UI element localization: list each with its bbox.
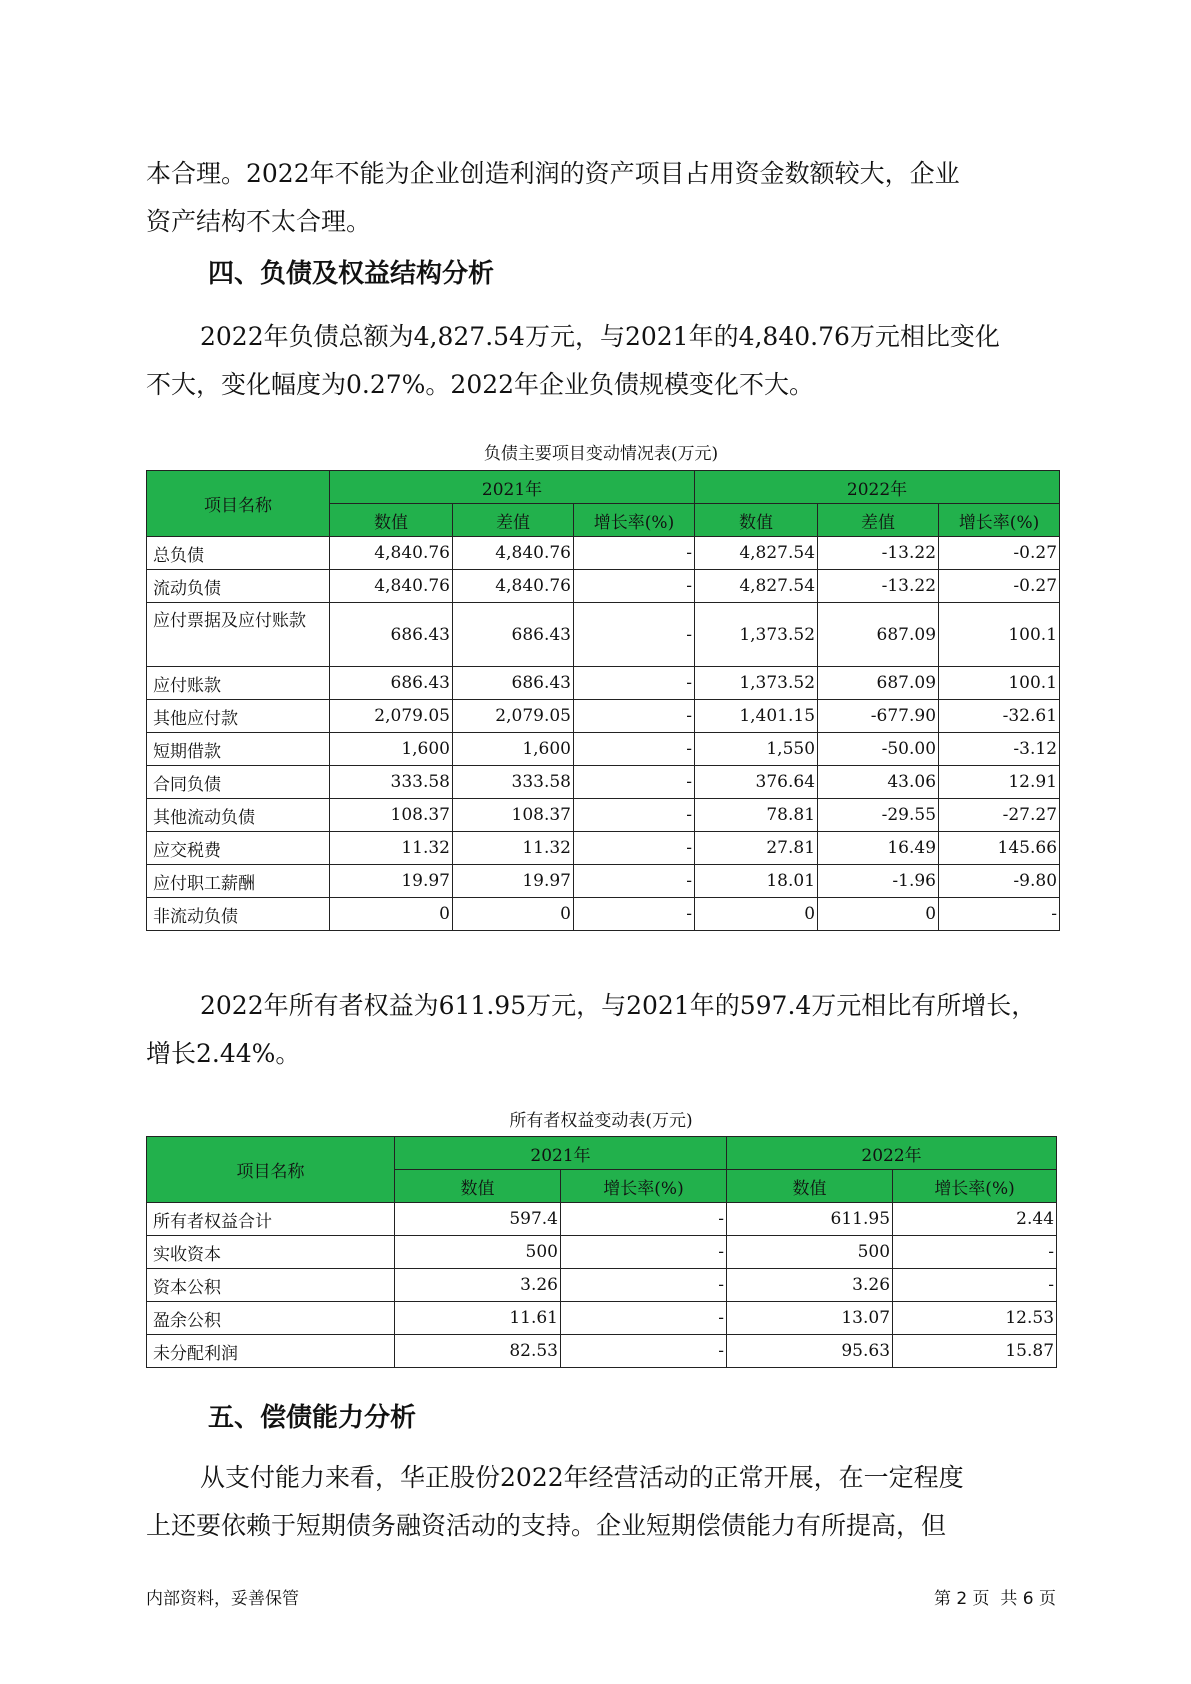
cell: -677.90 [818, 700, 939, 733]
row-label: 非流动负债 [147, 898, 330, 931]
table-row [147, 1203, 1057, 1236]
growth-header-2021: 增长率(%) [561, 1170, 727, 1203]
row-label: 其他应付款 [147, 700, 330, 733]
row-label: 应付职工薪酬 [147, 865, 330, 898]
intro-line-2: 资产结构不太合理。 [146, 207, 372, 236]
table-row [147, 766, 1060, 799]
cell: 1,550 [695, 733, 818, 766]
table-row [147, 1335, 1057, 1368]
table-row [147, 570, 1060, 603]
cell: 78.81 [695, 799, 818, 832]
table-row [147, 1236, 1057, 1269]
cell: 686.43 [453, 603, 574, 667]
cell: - [574, 570, 695, 603]
year-2022-header: 2022年 [727, 1137, 1057, 1170]
solvency-line-2: 上还要依赖于短期债务融资活动的支持。企业短期偿债能力有所提高，但 [146, 1511, 947, 1540]
cell: 0 [695, 898, 818, 931]
cell: 12.53 [893, 1302, 1057, 1335]
cell: 4,827.54 [695, 537, 818, 570]
cell: 12.91 [939, 766, 1060, 799]
equity-table [146, 1136, 1057, 1368]
row-label: 盈余公积 [147, 1302, 395, 1335]
cell: 4,827.54 [695, 570, 818, 603]
table-row [147, 700, 1060, 733]
cell: 2,079.05 [453, 700, 574, 733]
row-label: 未分配利润 [147, 1335, 395, 1368]
cell: 3.26 [727, 1269, 893, 1302]
cell: 1,401.15 [695, 700, 818, 733]
table-row [147, 799, 1060, 832]
cell: 19.97 [330, 865, 453, 898]
cell: -29.55 [818, 799, 939, 832]
diff-header-2021: 差值 [453, 504, 574, 537]
cell: -3.12 [939, 733, 1060, 766]
table-row [147, 898, 1060, 931]
cell: -13.22 [818, 537, 939, 570]
footer-confidential-note: 内部资料，妥善保管 [146, 1589, 299, 1609]
cell: 1,373.52 [695, 667, 818, 700]
cell: - [574, 733, 695, 766]
cell: 108.37 [330, 799, 453, 832]
cell: 16.49 [818, 832, 939, 865]
cell: 2,079.05 [330, 700, 453, 733]
growth-header-2021: 增长率(%) [574, 504, 695, 537]
cell: - [561, 1203, 727, 1236]
cell: 0 [330, 898, 453, 931]
cell: 43.06 [818, 766, 939, 799]
table-row [147, 667, 1060, 700]
cell: 686.43 [330, 667, 453, 700]
cell: -0.27 [939, 570, 1060, 603]
table-row [147, 733, 1060, 766]
growth-header-2022: 增长率(%) [939, 504, 1060, 537]
year-2022-header: 2022年 [695, 471, 1060, 504]
cell: 13.07 [727, 1302, 893, 1335]
row-label: 应交税费 [147, 832, 330, 865]
cell: 0 [818, 898, 939, 931]
cell: 11.32 [330, 832, 453, 865]
cell: 4,840.76 [330, 537, 453, 570]
table-row [147, 537, 1060, 570]
cell: 3.26 [395, 1269, 561, 1302]
value-header-2021: 数值 [330, 504, 453, 537]
table2-caption: 所有者权益变动表(万元) [509, 1111, 693, 1131]
cell: 376.64 [695, 766, 818, 799]
cell: 11.32 [453, 832, 574, 865]
equity-paragraph [146, 982, 1046, 1078]
cell: 95.63 [727, 1335, 893, 1368]
cell: - [574, 700, 695, 733]
footer-page-number: 第 2 页 共 6 页 [933, 1589, 1056, 1609]
value-header-2022: 数值 [727, 1170, 893, 1203]
row-label: 所有者权益合计 [147, 1203, 395, 1236]
cell: -50.00 [818, 733, 939, 766]
cell: 333.58 [453, 766, 574, 799]
cell: -27.27 [939, 799, 1060, 832]
cell: 100.1 [939, 667, 1060, 700]
item-name-header: 项目名称 [147, 1137, 395, 1203]
table-row [147, 865, 1060, 898]
cell: - [939, 898, 1060, 931]
cell: -1.96 [818, 865, 939, 898]
cell: 100.1 [939, 603, 1060, 667]
row-label: 应付账款 [147, 667, 330, 700]
section-heading-5: 五、偿债能力分析 [208, 1403, 417, 1433]
cell: 108.37 [453, 799, 574, 832]
cell: 4,840.76 [330, 570, 453, 603]
cell: 0 [453, 898, 574, 931]
table-row [147, 832, 1060, 865]
cell: 4,840.76 [453, 570, 574, 603]
cell: 1,600 [330, 733, 453, 766]
value-header-2022: 数值 [695, 504, 818, 537]
cell: 597.4 [395, 1203, 561, 1236]
cell: 686.43 [453, 667, 574, 700]
cell: 2.44 [893, 1203, 1057, 1236]
item-name-header: 项目名称 [147, 471, 330, 537]
liability-line-2: 不大，变化幅度为0.27%。2022年企业负债规模变化不大。 [146, 370, 815, 399]
year-2021-header: 2021年 [395, 1137, 727, 1170]
row-label: 其他流动负债 [147, 799, 330, 832]
cell: 611.95 [727, 1203, 893, 1236]
growth-header-2022: 增长率(%) [893, 1170, 1057, 1203]
row-label: 总负债 [147, 537, 330, 570]
cell: - [893, 1236, 1057, 1269]
equity-line-2: 增长2.44%。 [146, 1039, 301, 1068]
table-row [147, 1302, 1057, 1335]
cell: - [561, 1335, 727, 1368]
table1-caption: 负债主要项目变动情况表(万元) [483, 444, 719, 464]
cell: - [561, 1269, 727, 1302]
cell: - [561, 1236, 727, 1269]
row-label: 实收资本 [147, 1236, 395, 1269]
cell: 500 [395, 1236, 561, 1269]
cell: -0.27 [939, 537, 1060, 570]
cell: 686.43 [330, 603, 453, 667]
cell: 18.01 [695, 865, 818, 898]
cell: 500 [727, 1236, 893, 1269]
cell: - [574, 537, 695, 570]
cell: - [574, 832, 695, 865]
cell: 82.53 [395, 1335, 561, 1368]
value-header-2021: 数值 [395, 1170, 561, 1203]
diff-header-2022: 差值 [818, 504, 939, 537]
cell: 27.81 [695, 832, 818, 865]
table-row [147, 1269, 1057, 1302]
solvency-line-1: 从支付能力来看，华正股份2022年经营活动的正常开展，在一定程度 [200, 1463, 964, 1492]
cell: -32.61 [939, 700, 1060, 733]
cell: - [574, 799, 695, 832]
liability-line-1: 2022年负债总额为4,827.54万元，与2021年的4,840.76万元相比变化 [200, 322, 1000, 351]
row-label: 短期借款 [147, 733, 330, 766]
cell: -13.22 [818, 570, 939, 603]
table-row [147, 603, 1060, 667]
year-2021-header: 2021年 [330, 471, 695, 504]
liability-paragraph [146, 313, 1046, 409]
cell: - [574, 766, 695, 799]
cell: 4,840.76 [453, 537, 574, 570]
equity-line-1: 2022年所有者权益为611.95万元，与2021年的597.4万元相比有所增长， [200, 991, 1037, 1020]
row-label: 流动负债 [147, 570, 330, 603]
cell: - [561, 1302, 727, 1335]
cell: - [574, 667, 695, 700]
cell: 19.97 [453, 865, 574, 898]
cell: -9.80 [939, 865, 1060, 898]
row-label: 合同负债 [147, 766, 330, 799]
cell: 145.66 [939, 832, 1060, 865]
cell: 15.87 [893, 1335, 1057, 1368]
intro-line-1: 本合理。2022年不能为企业创造利润的资产项目占用资金数额较大，企业 [146, 159, 960, 188]
cell: 687.09 [818, 667, 939, 700]
solvency-paragraph [146, 1454, 1046, 1550]
row-label: 应付票据及应付账款 [147, 603, 330, 667]
row-label: 资本公积 [147, 1269, 395, 1302]
intro-paragraph [146, 150, 1046, 246]
cell: 1,373.52 [695, 603, 818, 667]
cell: - [893, 1269, 1057, 1302]
cell: 11.61 [395, 1302, 561, 1335]
cell: - [574, 865, 695, 898]
section-heading-4: 四、负债及权益结构分析 [208, 259, 495, 289]
cell: 687.09 [818, 603, 939, 667]
cell: 1,600 [453, 733, 574, 766]
cell: - [574, 603, 695, 667]
liability-table [146, 470, 1060, 931]
cell: 333.58 [330, 766, 453, 799]
cell: - [574, 898, 695, 931]
